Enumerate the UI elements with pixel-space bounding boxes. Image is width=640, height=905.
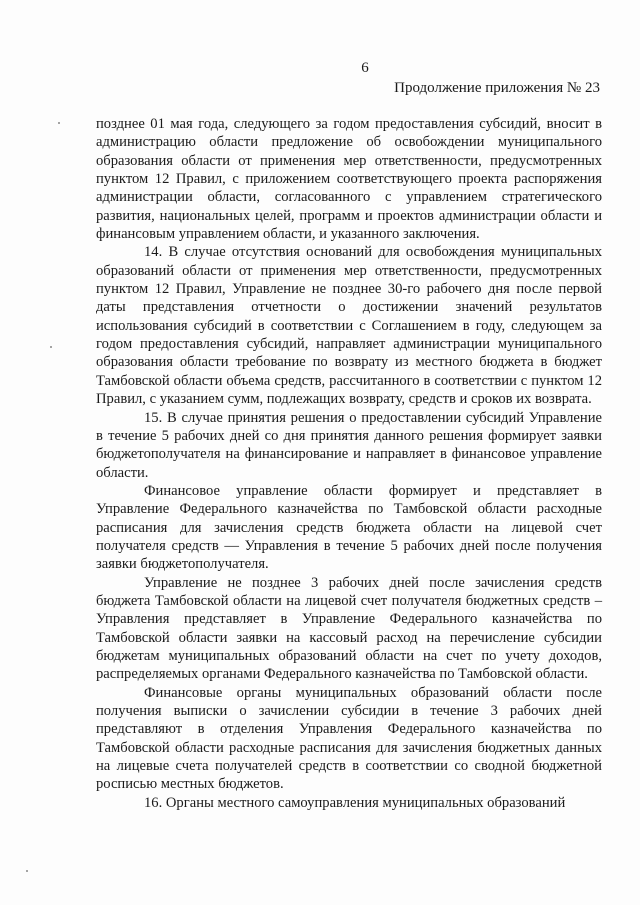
paragraph-financial-bodies: Финансовые органы муниципальных образований области после получения выписки о зачислении субсидии в течение 3 рабочих дней представляют в отделения Управления Федерального казначейства по Тамбовской области расходные расписания для зачисления бюджетных данных на лицевые счета получателей средств в соответствии со сводной бюджетной росписью местных бюджетов. (96, 684, 602, 793)
scan-speck (50, 346, 52, 348)
paragraph-management-deadline: Управление не позднее 3 рабочих дней после зачисления средств бюджета Тамбовской области на лицевой счет получателя бюджетных средств – Управления представляет в Управление Федерального казначейства по Тамбовской области заявки на кассовый расход на перечисление субсидии бюджетам муниципальных образований области на счет по учету доходов, распределяемых органами Федерального казначейства по Тамбовской области. (96, 574, 602, 683)
page-number: 6 (361, 60, 369, 76)
paragraph-continued: позднее 01 мая года, следующего за годом предоставления субсидий, вносит в администрацию области предложение об освобождении муниципального образования области от применения мер ответственности, предусмотренных пунктом 12 Правил, с приложением соответствующего проекта распоряжения администрации области, согласованного с управлением стратегического развития, национальных целей, программ и проектов администрации области и финансовым управлением области, и указанного заключения. (96, 116, 602, 243)
paragraph-14: 14. В случае отсутствия оснований для освобождения муниципальных образований области от применения мер ответственности, предусмотренных пунктом 12 Правил, Управление не позднее 30-го рабочего дня после первой даты представления отчетности о достижении значений результатов использования субсидий в соответствии с Соглашением в году, следующем за годом предоставления субсидий, направляет администрации муниципального образования области требование по возврату из местного бюджета в бюджет Тамбовской области объема средств, рассчитанного в соответствии с пунктом 12 Правил, с указанием сумм, подлежащих возврату, средств и сроков их возврата. (96, 244, 602, 408)
document-body (96, 115, 602, 812)
paragraph-15: 15. В случае принятия решения о предоставлении субсидий Управление в течение 5 рабочих дней со дня принятия данного решения формирует заявки бюджетополучателя на финансирование и направляет в финансовое управление области. (96, 409, 602, 481)
scan-speck (26, 870, 28, 872)
paragraph-financial-department: Финансовое управление области формирует и представляет в Управление Федерального казначейства по Тамбовской области расходные расписания для зачисления средств бюджета области на лицевой счет получателя средств — Управления в течение 5 рабочих дней после получения заявки бюджетополучателя. (96, 482, 602, 573)
paragraph-16: 16. Органы местного самоуправления муниципальных образований (144, 794, 566, 811)
scan-speck (58, 122, 60, 124)
continuation-header: Продолжение приложения № 23 (394, 80, 600, 96)
